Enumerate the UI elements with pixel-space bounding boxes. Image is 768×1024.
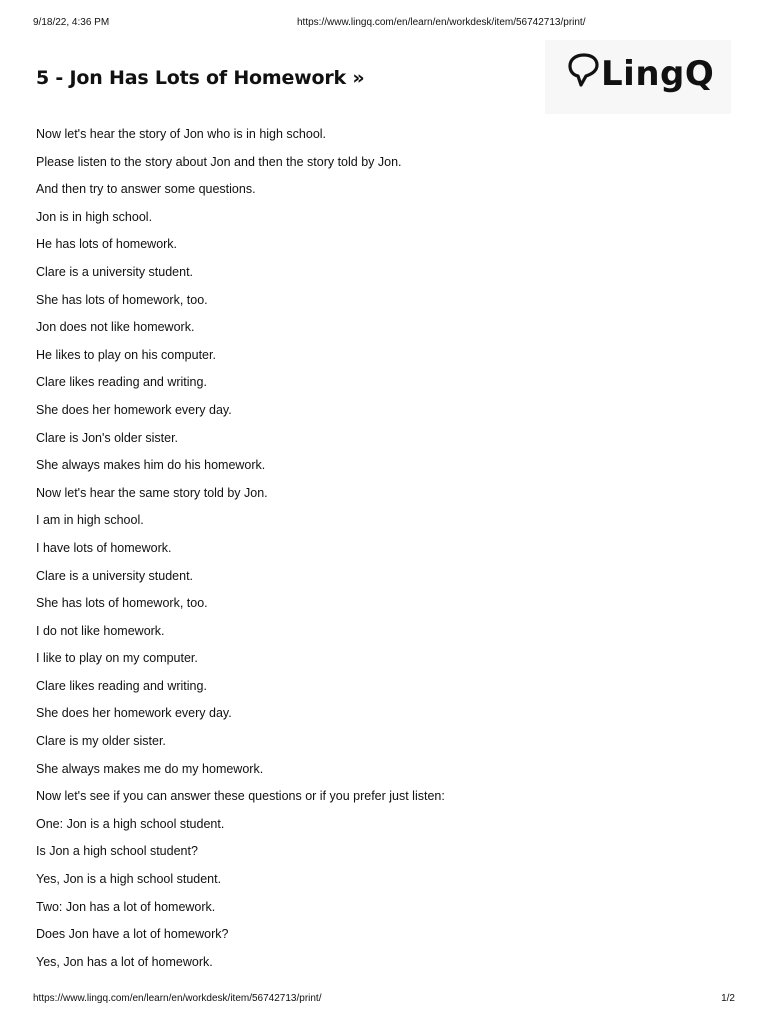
transcript-line: She has lots of homework, too. (36, 292, 208, 307)
lingq-logo (545, 40, 731, 114)
transcript-line: I have lots of homework. (36, 540, 172, 555)
transcript-line: Jon does not like homework. (36, 320, 195, 335)
transcript-line: He has lots of homework. (36, 237, 178, 252)
transcript-line: One: Jon is a high school student. (36, 816, 225, 831)
transcript-line: Clare likes reading and writing. (36, 375, 207, 390)
print-footer (33, 992, 735, 1006)
transcript-line: Two: Jon has a lot of homework. (36, 899, 216, 914)
transcript-line: She has lots of homework, too. (36, 596, 208, 611)
transcript-line: Clare is a university student. (36, 264, 194, 279)
print-header (33, 16, 735, 30)
transcript-line: Is Jon a high school student? (36, 844, 198, 859)
print-url: https://www.lingq.com/en/learn/en/workdesk/item/56742713/print/ (297, 17, 586, 28)
transcript-line: Clare likes reading and writing. (36, 678, 207, 693)
transcript-line: And then try to answer some questions. (36, 182, 256, 197)
transcript-body (36, 124, 726, 979)
footer-url: https://www.lingq.com/en/learn/en/workdesk/item/56742713/print/ (33, 993, 322, 1004)
logo-text: LingQ (601, 54, 715, 94)
speech-bubble-outline-icon (567, 52, 601, 88)
transcript-line: Jon is in high school. (36, 209, 153, 224)
transcript-line: Yes, Jon has a lot of homework. (36, 954, 213, 969)
transcript-line: Please listen to the story about Jon and then the story told by Jon. (36, 154, 402, 169)
transcript-line: Clare is a university student. (36, 568, 194, 583)
transcript-line: Now let's hear the same story told by Jon. (36, 485, 268, 500)
transcript-line: She always makes me do my homework. (36, 761, 264, 776)
transcript-line: Yes, Jon is a high school student. (36, 872, 222, 887)
transcript-line: Now let's see if you can answer these questions or if you prefer just listen: (36, 789, 445, 804)
transcript-line: She does her homework every day. (36, 706, 232, 721)
transcript-line: Now let's hear the story of Jon who is in high school. (36, 127, 327, 141)
page-number: 1/2 (721, 993, 735, 1004)
transcript-line: Clare is my older sister. (36, 734, 166, 749)
transcript-line: Does Jon have a lot of homework? (36, 927, 229, 942)
transcript-line: I am in high school. (36, 513, 144, 528)
transcript-line: She always makes him do his homework. (36, 458, 266, 473)
transcript-line: He likes to play on his computer. (36, 347, 216, 362)
transcript-line: Clare is Jon's older sister. (36, 430, 179, 445)
transcript-line: I do not like homework. (36, 623, 165, 638)
transcript-line: I like to play on my computer. (36, 651, 198, 666)
print-date: 9/18/22, 4:36 PM (33, 17, 110, 28)
page-title: 5 - Jon Has Lots of Homework » (36, 67, 365, 89)
transcript-line: She does her homework every day. (36, 402, 232, 417)
